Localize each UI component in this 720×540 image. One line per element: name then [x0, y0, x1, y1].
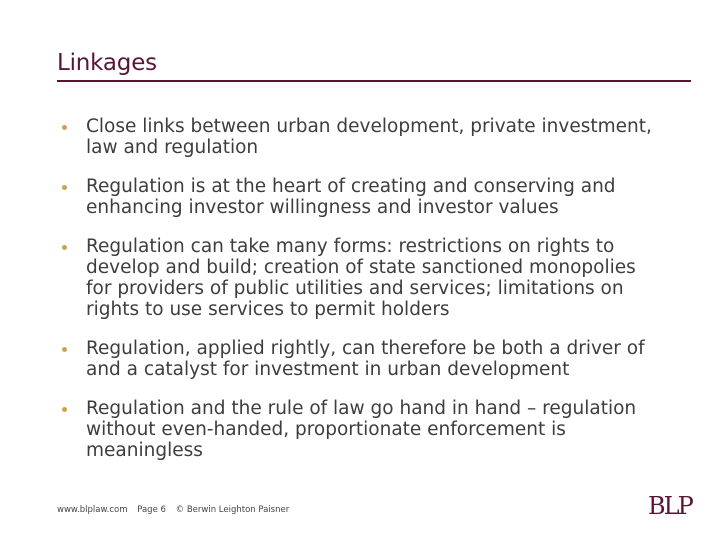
bullet-item: [62, 176, 662, 218]
slide-footer: [57, 505, 296, 515]
bullet-text: Regulation can take many forms: restrictions on rights to develop and build; creation of state sanctioned monopolies for providers of public utilities and services; limitations on rights to use services to permit holders: [86, 236, 636, 320]
bullet-text: Regulation, applied rightly, can therefore be both a driver of and a catalyst for investment in urban development: [86, 338, 645, 380]
slide-title: Linkages: [57, 50, 157, 76]
title-divider: [57, 80, 691, 82]
bullet-dot-icon: [62, 407, 67, 412]
bullet-dot-icon: [62, 347, 67, 352]
bullet-dot-icon: [62, 185, 67, 190]
bullet-item: [62, 116, 662, 158]
bullet-item: [62, 398, 662, 461]
blp-logo: BLP: [648, 492, 692, 520]
bullet-text: Regulation and the rule of law go hand in hand – regulation without even-handed, proportionate enforcement is meaningless: [86, 398, 637, 461]
bullet-item: [62, 236, 662, 320]
footer-url-link[interactable]: www.blplaw.com: [57, 505, 128, 515]
bullet-dot-icon: [62, 125, 67, 130]
bullet-list: [62, 116, 662, 479]
bullet-text: Close links between urban development, private investment, law and regulation: [86, 116, 652, 158]
bullet-text: Regulation is at the heart of creating and conserving and enhancing investor willingness and investor values: [86, 176, 616, 218]
bullet-item: [62, 338, 662, 380]
bullet-dot-icon: [62, 245, 67, 250]
footer-page-number: Page 6: [137, 505, 166, 515]
footer-copyright: © Berwin Leighton Paisner: [175, 505, 290, 515]
